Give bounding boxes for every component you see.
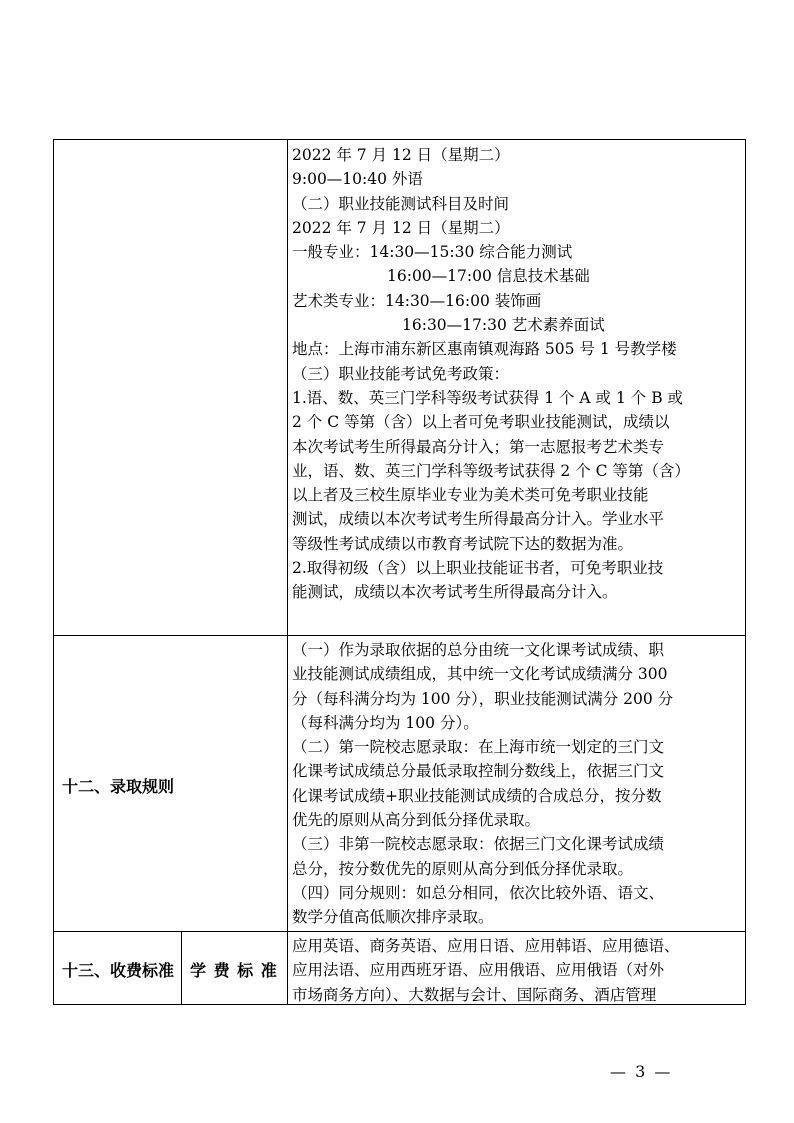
fee-standard-label: 十三、收费标准 (62, 961, 175, 980)
text-line: 应用法语、应用西班牙语、应用俄语、应用俄语（对外 (292, 961, 665, 980)
text-line: 能测试，成绩以本次考试考生所得最高分计入。 (292, 583, 618, 602)
text-line: 化课考试成绩总分最低录取控制分数线上，依据三门文 (292, 762, 665, 781)
text-line: 地点：上海市浦东新区惠南镇观海路 505 号 1 号教学楼 (292, 340, 677, 359)
page-number: — 3 — (610, 1062, 673, 1081)
text-line: 分（每科满分均为 100 分），职业技能测试满分 200 分 (292, 689, 674, 708)
text-line: （四）同分规则：如总分相同，依次比较外语、语文、 (292, 883, 665, 902)
text-line: 16:00—17:00 信息技术基础 (387, 267, 590, 286)
text-line: 本次考试考生所得最高分计入；第一志愿报考艺术类专 (292, 437, 665, 456)
text-line: 9:00—10:40 外语 (292, 170, 423, 189)
text-line: （三）职业技能考试免考政策： (292, 364, 510, 383)
text-line: 等级性考试成绩以市教育考试院下达的数据为准。 (292, 534, 634, 553)
text-line: 测试，成绩以本次考试考生所得最高分计入。学业水平 (292, 510, 665, 529)
text-line: 2022 年 7 月 12 日（星期二） (292, 218, 510, 237)
text-line: 2022 年 7 月 12 日（星期二） (292, 146, 510, 164)
admission-rules-cell (292, 638, 742, 930)
text-line: （二）第一院校志愿录取：在上海市统一划定的三门文 (292, 738, 665, 757)
text-line: 业技能测试成绩组成，其中统一文化考试成绩满分 300 (292, 665, 668, 684)
text-line: 业，语、数、英三门学科等级考试获得 2 个 C 等第（含） (292, 461, 690, 480)
admission-rules-label: 十二、录取规则 (62, 777, 175, 796)
text-line: （每科满分均为 100 分）。 (292, 713, 479, 732)
text-line: 应用英语、商务英语、应用日语、应用韩语、应用德语、 (292, 937, 680, 955)
text-line: 16:30—17:30 艺术素养面试 (402, 316, 605, 335)
text-line: 数学分值高低顺次排序录取。 (292, 908, 494, 927)
row-divider (53, 931, 746, 932)
text-line: （二）职业技能测试科目及时间 (292, 194, 510, 213)
text-line: 一般专业：14:30—15:30 综合能力测试 (292, 243, 573, 262)
text-line: （一）作为录取依据的总分由统一文化课考试成绩、职 (292, 641, 665, 659)
subcolumn-divider (181, 931, 182, 1005)
text-line: 艺术类专业：14:30—16:00 装饰画 (292, 291, 542, 310)
text-line: 总分，按分数优先的原则从高分到低分择优录取。 (292, 859, 634, 878)
text-line: 优先的原则从高分到低分择优录取。 (292, 811, 541, 830)
text-line: 2.取得初级（含）以上职业技能证书者，可免考职业技 (292, 559, 664, 578)
text-line: （三）非第一院校志愿录取：依据三门文化课考试成绩 (292, 835, 665, 854)
text-line: 2 个 C 等第（含）以上者可免考职业技能测试，成绩以 (292, 413, 670, 432)
text-line: 市场商务方向）、大数据与会计、国际商务、酒店管理 (292, 985, 657, 1004)
tuition-standard-label: 学 费 标 准 (190, 961, 278, 980)
column-divider (287, 139, 288, 1005)
fee-standard-cell (292, 934, 742, 1007)
text-line: 1.语、数、英三门学科等级考试获得 1 个 A 或 1 个 B 或 (292, 388, 684, 407)
text-line: 化课考试成绩+职业技能测试成绩的合成总分，按分数 (292, 786, 662, 805)
row-divider (53, 635, 746, 636)
schedule-cell (292, 143, 742, 605)
text-line: 以上者及三校生原毕业专业为美术类可免考职业技能 (292, 486, 649, 505)
